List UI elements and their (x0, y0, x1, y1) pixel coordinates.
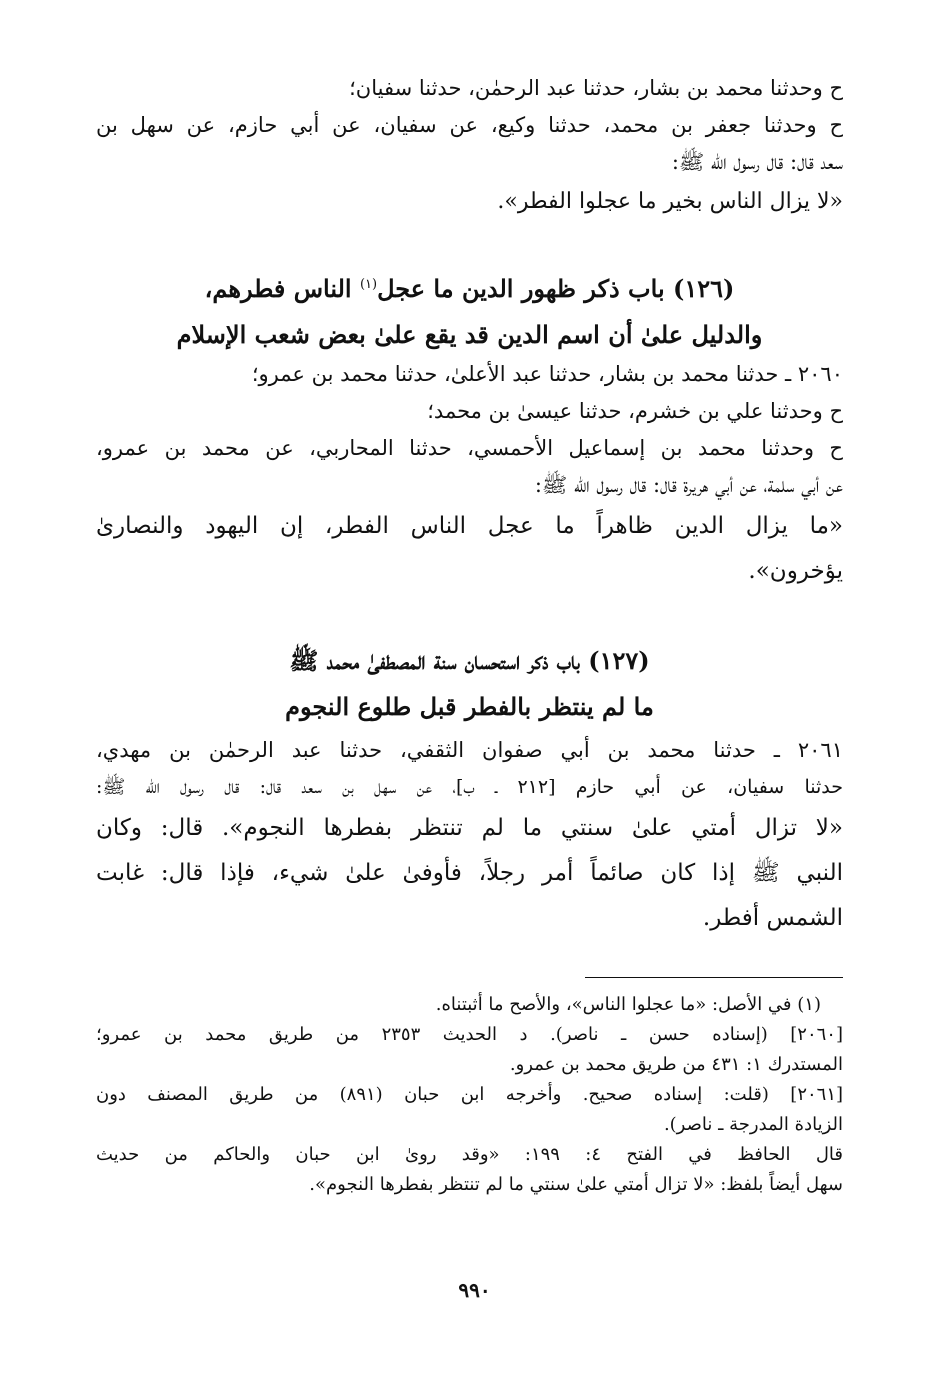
footnote-continuation: الزيادة المدرجة ـ ناصر). (663, 1114, 843, 1135)
hadith-2061 (96, 732, 843, 941)
hadith-quote: الشمس أفطر. (702, 905, 843, 931)
footnote: [٢٠٦٠] (إسناده حسن ـ ناصر). د الحديث ٢٣٥٣ من طريق محمد بن عمرو؛ (96, 1024, 843, 1045)
text-line: عن أبي سلمة، عن أبي هريرة قال: قال رسول الله ﷺ: (534, 473, 843, 497)
hadith-quote: النبي ﷺ إذا كان صائماً أمر رجلاً، فأوفىٰ علىٰ شيء، فإذا قال: غابت (96, 860, 843, 886)
hadith-number-line: ٢٠٦٠ ـ حدثنا محمد بن بشار، حدثنا عبد الأعلىٰ، حدثنا محمد بن عمرو؛ (251, 362, 843, 386)
footnote-separator (585, 977, 843, 978)
hadith-number-line: ٢٠٦١ ـ حدثنا محمد بن أبي صفوان الثقفي، حدثنا عبد الرحمٰن بن مهدي، (96, 738, 843, 762)
page-number: ٩٩٠ (458, 1278, 491, 1302)
chapter-title (96, 262, 843, 312)
footnotes (96, 990, 843, 1200)
chapter-heading-126 (96, 262, 843, 358)
hadith-quote: يؤخرون». (748, 558, 843, 584)
hadith-quote: «لا يزال الناس بخير ما عجلوا الفطر». (497, 189, 843, 214)
top-text (96, 70, 843, 223)
text-line: سعد قال: قال رسول الله ﷺ: (671, 150, 843, 174)
text-line: ح وحدثنا علي بن خشرم، حدثنا عيسىٰ بن محمد؛ (427, 399, 843, 423)
chapter-heading-127 (96, 638, 843, 730)
hadith-2060 (96, 356, 843, 594)
text-line: ح وحدثنا محمد بن إسماعيل الأحمسي، حدثنا المحاربي، عن محمد بن عمرو، (96, 436, 843, 460)
hadith-quote: «ما يزال الدين ظاهراً ما عجل الناس الفطر، إن اليهود والنصارىٰ (96, 513, 843, 539)
chapter-title-part: (١٢٦) باب ذكر ظهور الدين ما عجل (377, 274, 735, 303)
chapter-subtitle: ما لم ينتظر بالفطر قبل طلوع النجوم (285, 692, 654, 721)
text-line: ح وحدثنا محمد بن بشار، حدثنا عبد الرحمٰن، حدثنا سفيان؛ (349, 76, 843, 100)
hadith-quote: «لا تزال أمتي علىٰ سنتي ما لم تنتظر بفطرها النجوم». قال: وكان (96, 815, 843, 841)
chapter-title: (١٢٧) باب ذكر استحسان سنة المصطفىٰ محمد ﷺ (289, 646, 650, 675)
text-line: حدثنا سفيان، عن أبي حازم [٢١٢ ـ ب]، عن سهل بن سعد قال: قال رسول الله ﷺ: (96, 776, 843, 798)
footnote-continuation: المستدرك ١: ٤٣١ من طريق محمد بن عمرو. (509, 1054, 843, 1075)
footnote: (١) في الأصل: «ما عجلوا الناس»، والأصح ما أثبتناه. (435, 994, 821, 1015)
footnote-marker: (١) (359, 277, 378, 292)
chapter-subtitle: والدليل علىٰ أن اسم الدين قد يقع علىٰ بعض شعب الإسلام (176, 320, 763, 349)
footnote: [٢٠٦١] (قلت: إسناده صحيح. وأخرجه ابن حبان (٨٩١) من طريق المصنف دون (96, 1084, 843, 1105)
footnote-continuation: سهل أيضاً بلفظ: «لا تزال أمتي علىٰ سنتي ما لم تنتظر بفطرها النجوم». (309, 1174, 843, 1195)
footnote-continuation: قال الحافظ في الفتح ٤: ١٩٩: «وقد روىٰ ابن حبان والحاكم من حديث (96, 1144, 843, 1165)
text-line: ح وحدثنا جعفر بن محمد، حدثنا وكيع، عن سفيان، عن أبي حازم، عن سهل بن (96, 113, 843, 137)
chapter-title-part: الناس فطرهم، (204, 274, 360, 303)
